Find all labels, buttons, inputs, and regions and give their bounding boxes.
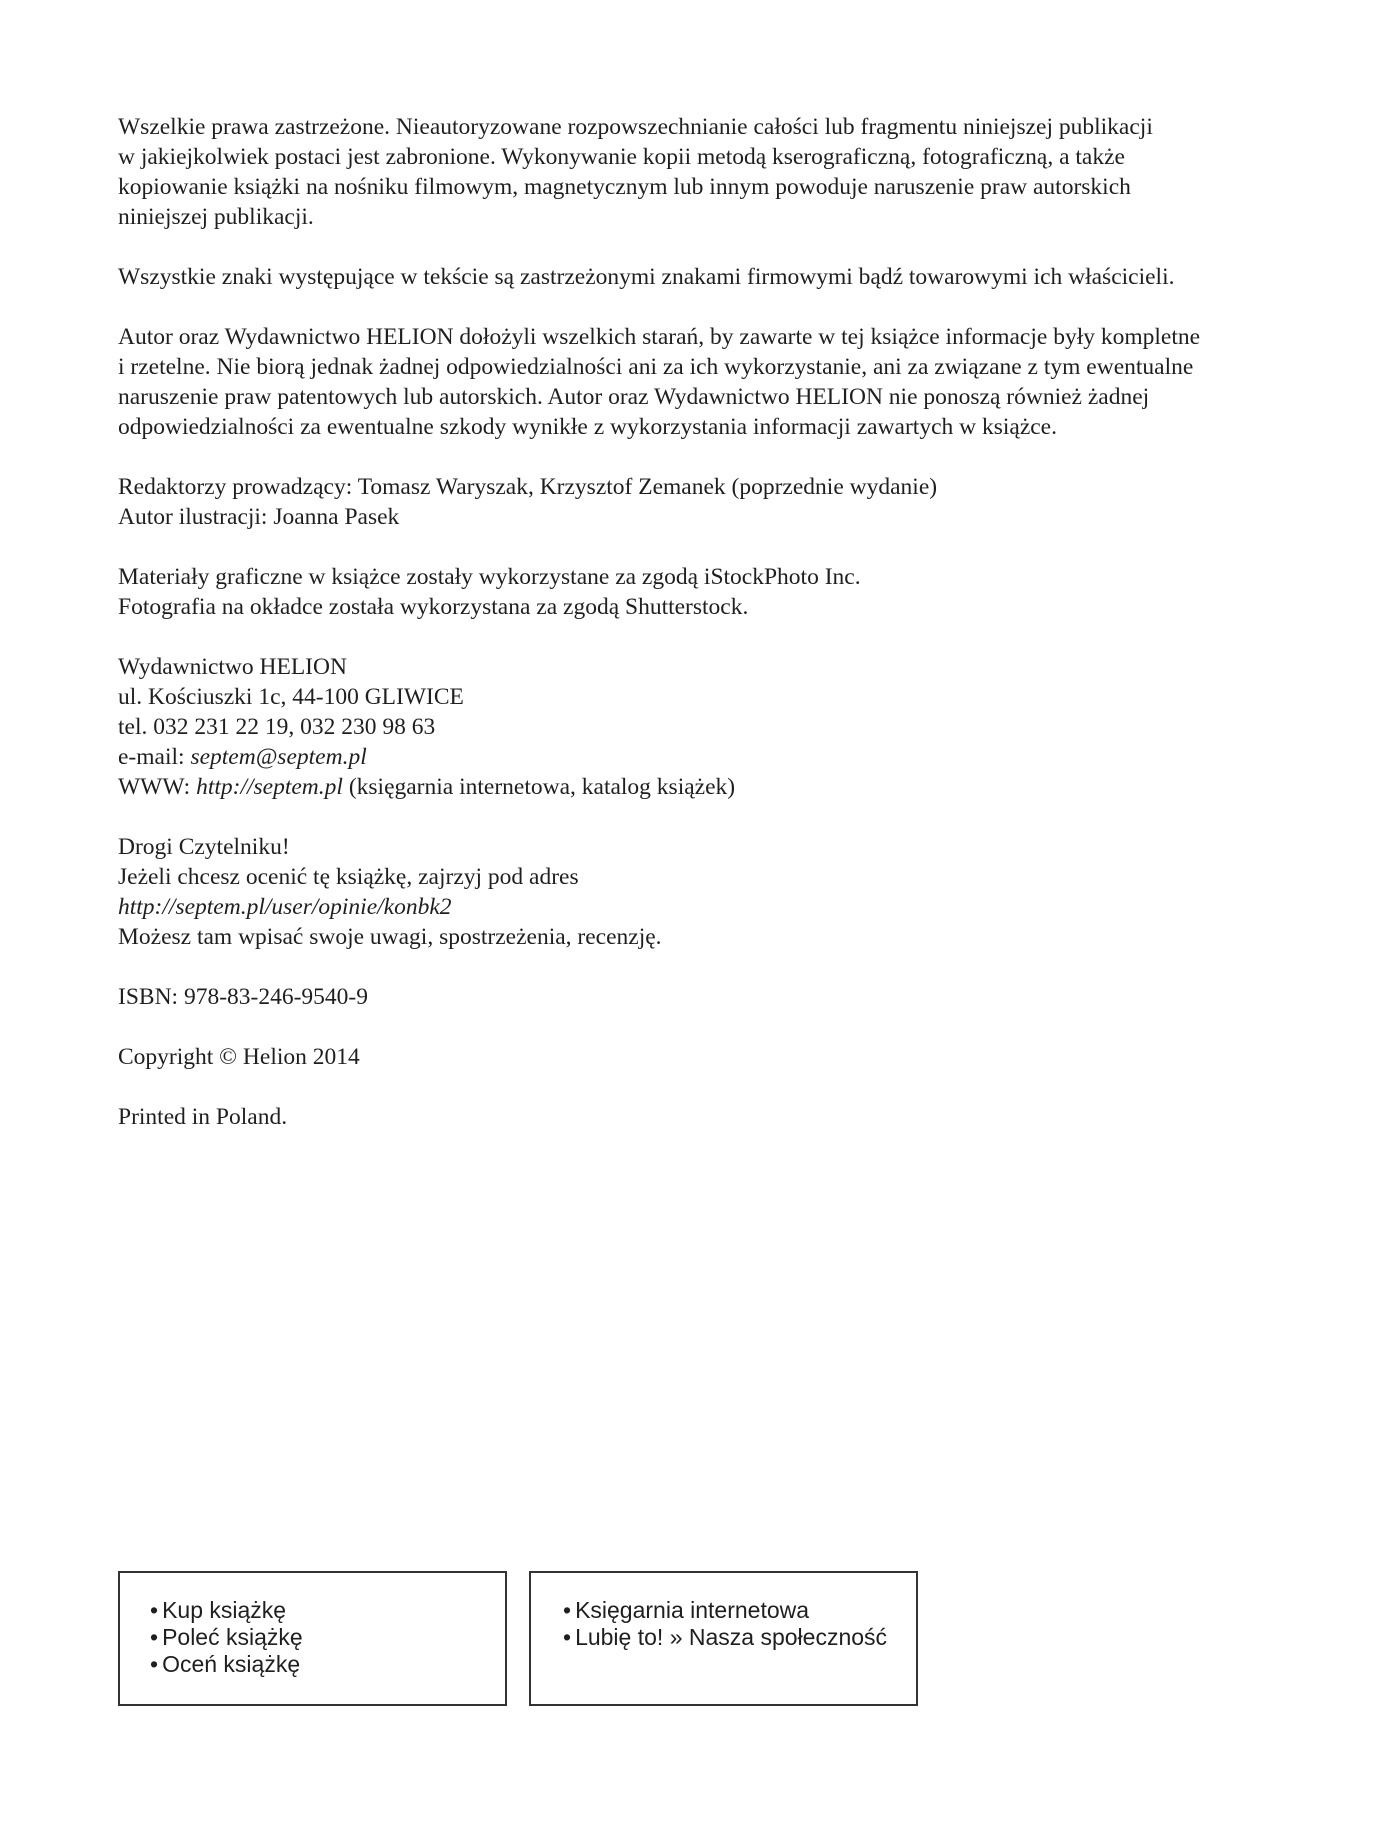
publisher-www-line [118, 772, 1298, 802]
reader-instructions: Możesz tam wpisać swoje uwagi, spostrzeżenia, recenzję. [118, 924, 662, 950]
community-box [529, 1571, 918, 1706]
publisher-phone: tel. 032 231 22 19, 032 230 98 63 [118, 714, 436, 740]
bullet-icon: • [563, 1624, 572, 1650]
trademarks-notice [118, 262, 1298, 292]
imprint-page [118, 112, 1298, 1162]
www-label: WWW: [118, 774, 197, 800]
bullet-icon: • [150, 1597, 159, 1623]
cover-credit: Fotografia na okładce została wykorzystana za zgodą Shutterstock. [118, 594, 749, 620]
disclaimer-line: i rzetelne. Nie biorą jednak żadnej odpowiedzialności ani za ich wykorzystanie, ani za związane z tym ewentualne [118, 354, 1194, 380]
recommend-book-link[interactable] [150, 1624, 505, 1651]
email-label: e-mail: [118, 744, 191, 770]
review-link[interactable]: http://septem.pl/user/opinie/konbk2 [118, 894, 452, 920]
buy-book-label: Kup książkę [162, 1597, 287, 1623]
reader-note [118, 832, 1298, 952]
rights-line: niniejszej publikacji. [118, 204, 314, 230]
rights-line: kopiowanie książki na nośniku filmowym, magnetycznym lub innym powoduje naruszenie praw autorskich [118, 174, 1131, 200]
publisher-email-line [118, 742, 1298, 772]
www-link[interactable]: http://septem.pl [196, 774, 343, 800]
trademarks-line: Wszystkie znaki występujące w tekście są zastrzeżonymi znakami firmowymi bądź towarowymi ich właścicieli. [118, 264, 1175, 290]
isbn-block [118, 982, 1298, 1012]
bullet-icon: • [563, 1597, 572, 1623]
rights-line: w jakiejkolwiek postaci jest zabronione. Wykonywanie kopii metodą kserograficzną, fotograficzną, a także [118, 144, 1125, 170]
email-link[interactable]: septem@septem.pl [190, 744, 367, 770]
printed-in: Printed in Poland. [118, 1104, 288, 1130]
graphics-credits [118, 562, 1298, 622]
publisher-name: Wydawnictwo HELION [118, 654, 347, 680]
community-link[interactable] [563, 1624, 916, 1651]
disclaimer-line: Autor oraz Wydawnictwo HELION dołożyli wszelkich starań, by zawarte w tej książce informacje były kompletne [118, 324, 1201, 350]
rights-notice [118, 112, 1298, 232]
recommend-book-label: Poleć książkę [162, 1624, 303, 1650]
book-actions-box [118, 1571, 507, 1706]
materials-credit: Materiały graficzne w książce zostały wykorzystane za zgodą iStockPhoto Inc. [118, 564, 861, 590]
disclaimer-line: naruszenie praw patentowych lub autorskich. Autor oraz Wydawnictwo HELION nie ponoszą również żadnej [118, 384, 1150, 410]
bullet-icon: • [150, 1624, 159, 1650]
printed-block [118, 1102, 1298, 1132]
disclaimer-line: odpowiedzialności za ewentualne szkody wynikłe z wykorzystania informacji zawartych w książce. [118, 414, 1057, 440]
rate-book-label: Oceń książkę [162, 1651, 301, 1677]
bullet-icon: • [150, 1651, 159, 1677]
credits [118, 472, 1298, 532]
community-label: Lubię to! » Nasza społeczność [575, 1624, 888, 1650]
buy-book-link[interactable] [150, 1597, 505, 1624]
isbn: ISBN: 978-83-246-9540-9 [118, 984, 368, 1010]
reader-greeting: Drogi Czytelniku! [118, 834, 290, 860]
publisher-address: ul. Kościuszki 1c, 44-100 GLIWICE [118, 684, 464, 710]
rate-book-link[interactable] [150, 1651, 505, 1678]
editors-credit: Redaktorzy prowadzący: Tomasz Waryszak, Krzysztof Zemanek (poprzednie wydanie) [118, 474, 938, 500]
online-bookstore-label: Księgarnia internetowa [575, 1597, 810, 1623]
rights-line: Wszelkie prawa zastrzeżone. Nieautoryzowane rozpowszechnianie całości lub fragmentu niniejszej publikacji [118, 114, 1153, 140]
copyright-block [118, 1042, 1298, 1072]
online-bookstore-link[interactable] [563, 1597, 916, 1624]
copyright: Copyright © Helion 2014 [118, 1044, 360, 1070]
illustrator-credit: Autor ilustracji: Joanna Pasek [118, 504, 400, 530]
publisher-info [118, 652, 1298, 802]
www-note: (księgarnia internetowa, katalog książek) [342, 774, 736, 800]
disclaimer [118, 322, 1298, 442]
reader-prompt: Jeżeli chcesz ocenić tę książkę, zajrzyj pod adres [118, 864, 579, 890]
